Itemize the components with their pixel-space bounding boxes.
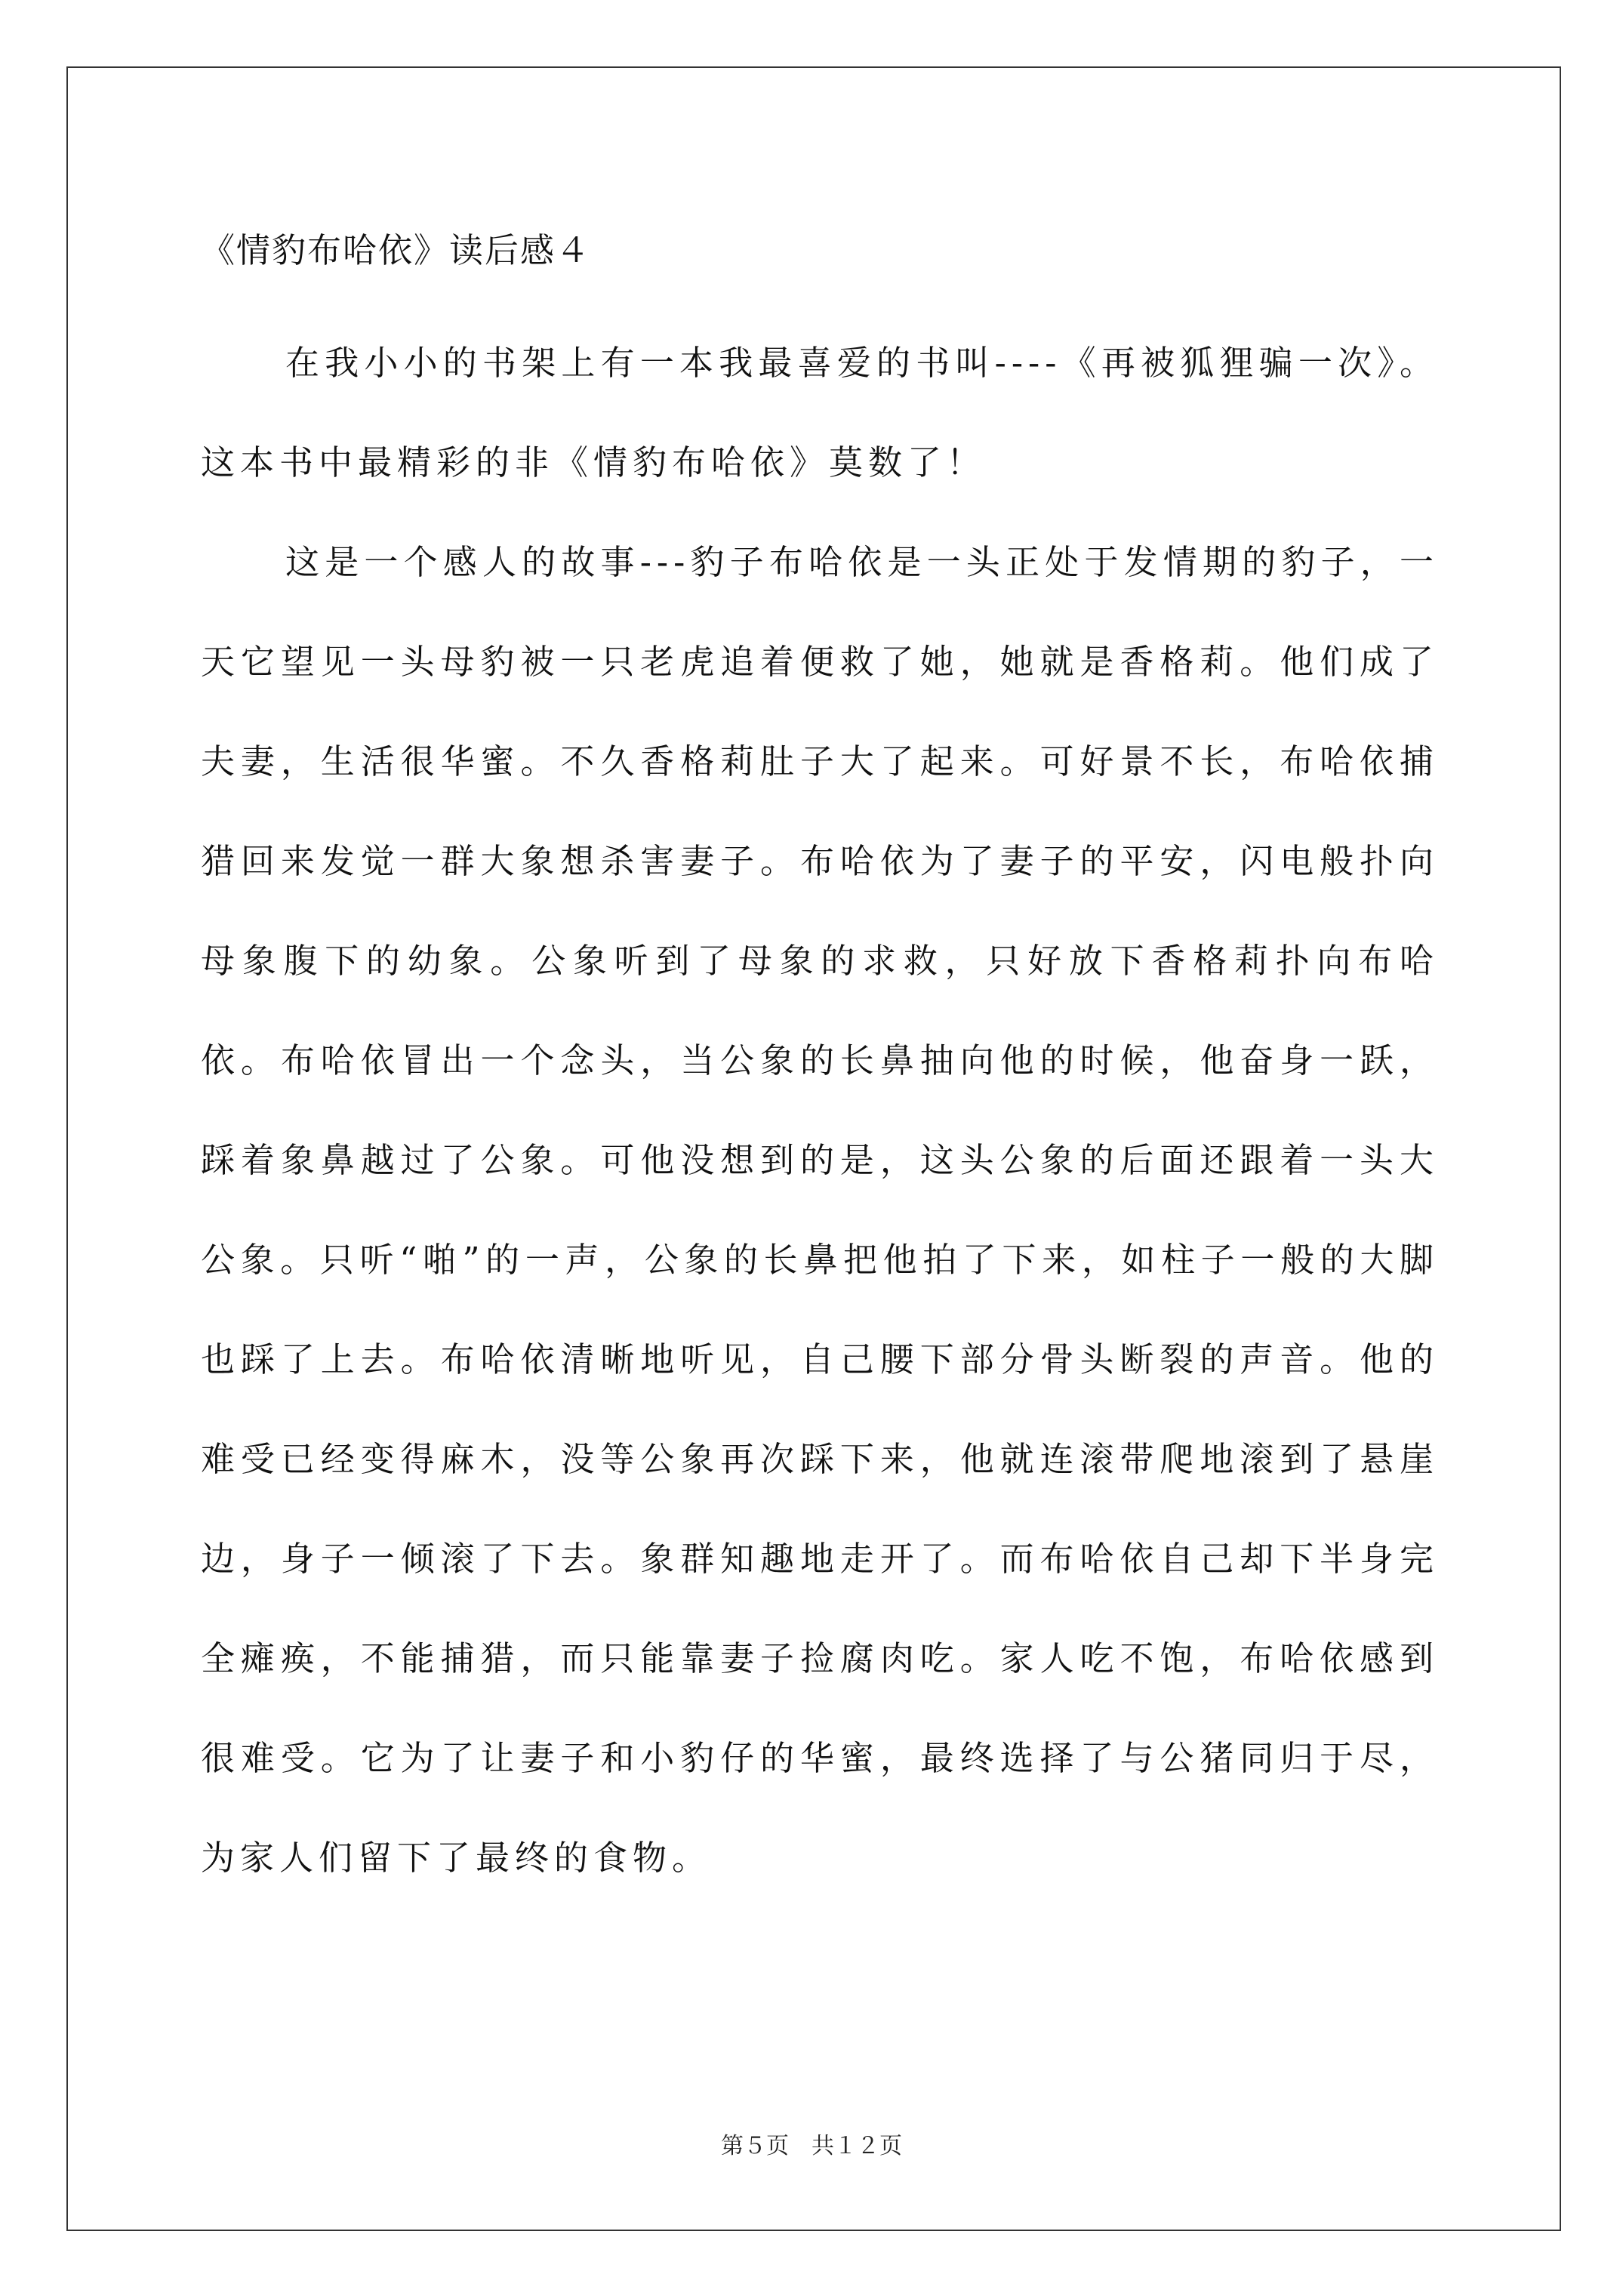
page-footer: 第５页 共１２页	[721, 2133, 902, 2159]
paragraph-1: 在我小小的书架上有一本我最喜爱的书叫----《再被狐狸骗一次》。这本书中最精彩的非《情豹布哈依》莫数了！	[201, 343, 1439, 482]
document-title: 《情豹布哈依》读后感４	[201, 230, 592, 270]
paragraph-2: 这是一个感人的故事---豹子布哈依是一头正处于发情期的豹子，一天它望见一头母豹被一只老虎追着便救了她，她就是香格莉。他们成了夫妻，生活很华蜜。不久香格莉肚子大了起来。可好景不长，布哈依捕猎回来发觉一群大象想杀害妻子。布哈依为了妻子的平安，闪电般扑向母象腹下的幼象。公象听到了母象的求救，只好放下香格莉扑向布哈依。布哈依冒出一个念头，当公象的长鼻抽向他的时候，他奋身一跃，踩着象鼻越过了公象。可他没想到的是，这头公象的后面还跟着一头大公象。只听“啪”的一声，公象的长鼻把他拍了下来，如柱子一般的大脚也踩了上去。布哈依清晰地听见，自己腰下部分骨头断裂的声音。他的难受已经变得麻木，没等公象再次踩下来，他就连滚带爬地滚到了悬崖边，身子一倾滚了下去。象群知趣地走开了。而布哈依自己却下半身完全瘫痪，不能捕猎，而只能靠妻子捡腐肉吃。家人吃不饱，布哈依感到很难受。它为了让妻子和小豹仔的华蜜，最终选择了与公猪同归于尽，为家人们留下了最终的食物。	[201, 542, 1439, 1878]
